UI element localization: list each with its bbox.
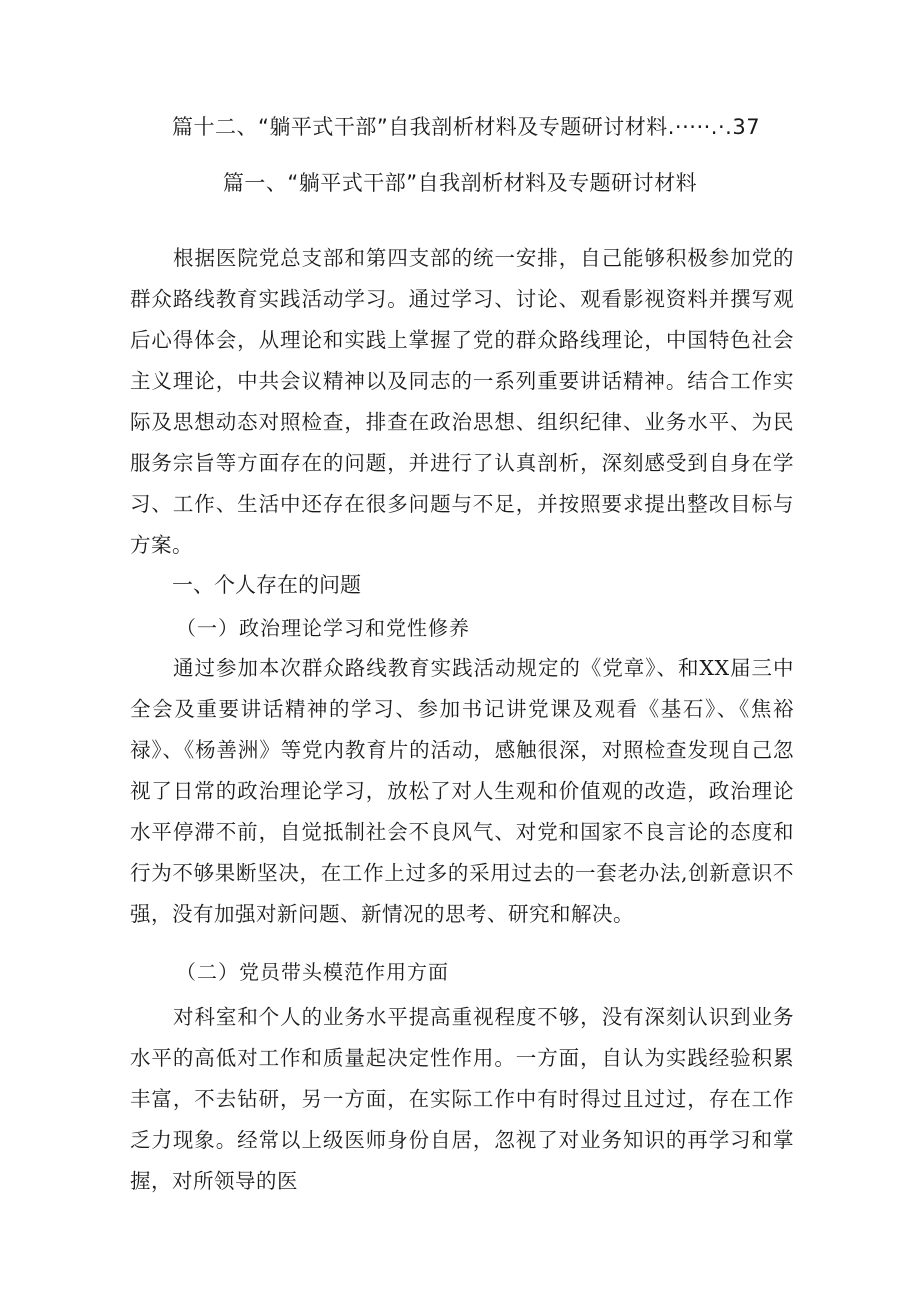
section-heading-1: 一、个人存在的问题	[172, 573, 361, 597]
subsection-heading-2: （二）党员带头模范作用方面	[176, 960, 449, 984]
subsection-paragraph-2: 对科室和个人的业务水平提高重视程度不够，没有深刻认识到业务水平的高低对工作和质量起决定性作用。一方面，自认为实践经验积累丰富，不去钻研，另一方面，在实际工作中有时得过且过过，存在工作乏力现象。经常以上级医师身份自居，忽视了对业务知识的再学习和掌握，对所领导的医	[130, 1005, 794, 1193]
document-title: 篇一、“躺平式干部”自我剖析材料及专题研讨材料	[222, 171, 698, 195]
subsection-paragraph-1: 通过参加本次群众路线教育实践活动规定的《党章》、和XX届三中全会及重要讲话精神的学习、参加书记讲党课及观看《基石》、《焦裕禄》、《杨善洲》等党内教育片的活动，感触很深，对照检查发现自己忽视了日常的政治理论学习，放松了对人生观和价值观的改造，政治理论水平停滞不前，自觉抵制社会不良风气、对党和国家不良言论的态度和行为不够果断坚决，在工作上过多的采用过去的一套老办法,创新意识不强，没有加强对新问题、新情况的思考、研究和解决。	[130, 656, 794, 926]
subsection-heading-1: （一）政治理论学习和党性修养	[176, 616, 470, 640]
toc-entry: 篇十二、“躺平式干部”自我剖析材料及专题研讨材料.·····.·.37	[172, 115, 761, 139]
intro-paragraph: 根据医院党总支部和第四支部的统一安排，自己能够积极参加党的群众路线教育实践活动学习。通过学习、讨论、观看影视资料并撰写观后心得体会，从理论和实践上掌握了党的群众路线理论，中国特色社会主义理论，中共会议精神以及同志的一系列重要讲话精神。结合工作实际及思想动态对照检查，排查在政治思想、组织纪律、业务水平、为民服务宗旨等方面存在的问题，并进行了认真剖析，深刻感受到自身在学习、工作、生活中还存在很多问题与不足，并按照要求提出整改目标与方案。	[130, 246, 794, 557]
